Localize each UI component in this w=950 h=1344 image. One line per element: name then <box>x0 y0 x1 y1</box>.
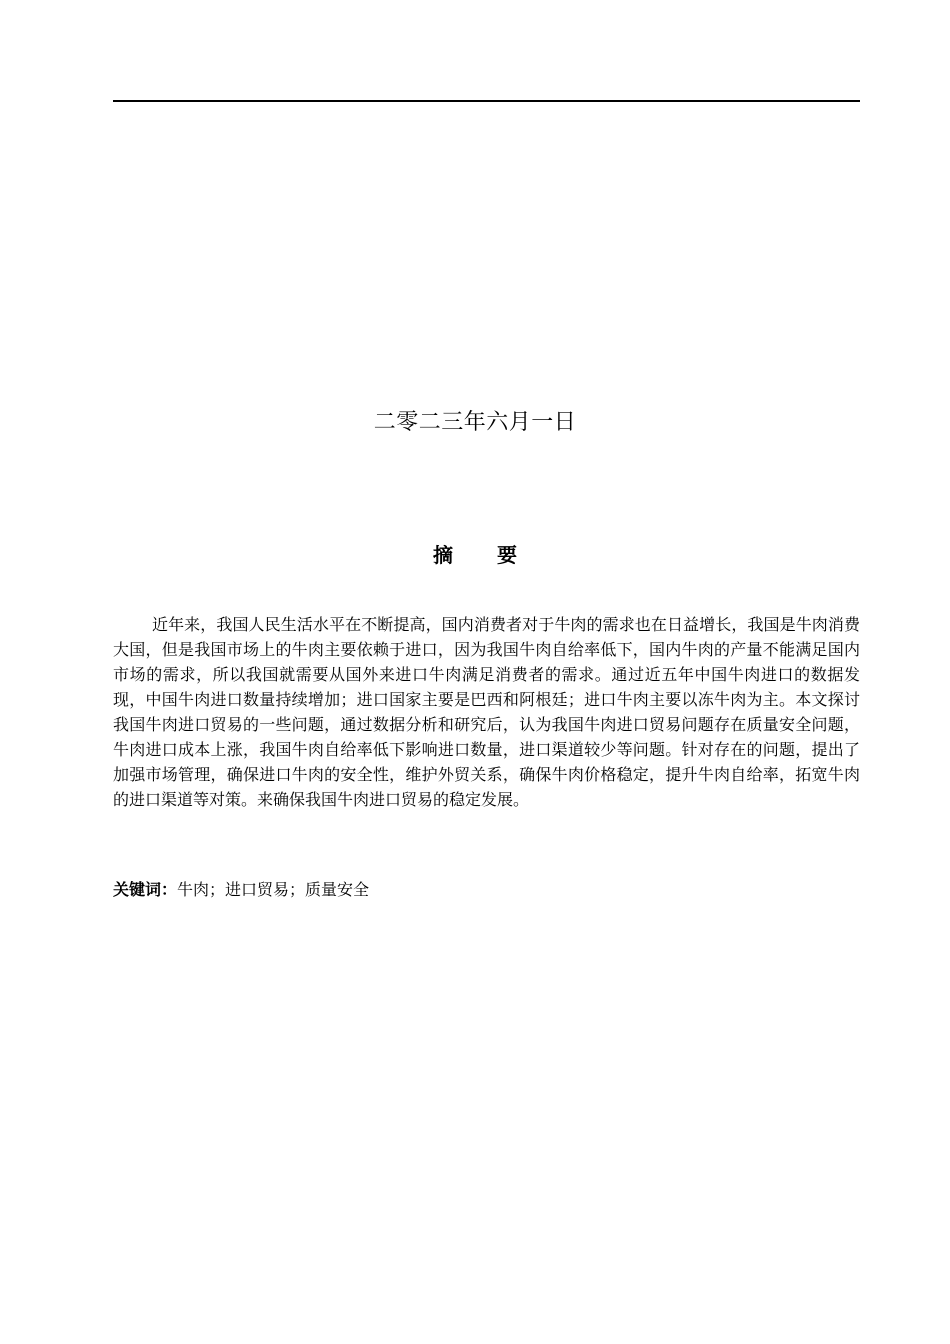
abstract-title-right: 要 <box>497 543 517 567</box>
abstract-title <box>0 541 950 569</box>
abstract-title-left: 摘 <box>433 543 453 567</box>
date-line: 二零二三年六月一日 <box>373 410 577 435</box>
abstract-body: 近年来，我国人民生活水平在不断提高，国内消费者对于牛肉的需求也在日益增长，我国是牛肉消费大国，但是我国市场上的牛肉主要依赖于进口，因为我国牛肉自给率低下，国内牛肉的产量不能满足国内市场的需求，所以我国就需要从国外来进口牛肉满足消费者的需求。通过近五年中国牛肉进口的数据发现，中国牛肉进口数量持续增加；进口国家主要是巴西和阿根廷；进口牛肉主要以冻牛肉为主。本文探讨我国牛肉进口贸易的一些问题，通过数据分析和研究后，认为我国牛肉进口贸易问题存在质量安全问题，牛肉进口成本上涨，我国牛肉自给率低下影响进口数量，进口渠道较少等问题。针对存在的问题，提出了加强市场管理，确保进口牛肉的安全性，维护外贸关系，确保牛肉价格稳定，提升牛肉自给率，拓宽牛肉的进口渠道等对策。来确保我国牛肉进口贸易的稳定发展。 <box>113 615 860 809</box>
keywords <box>113 877 860 902</box>
keywords-label: 关键词： <box>113 880 178 899</box>
keywords-value: 牛肉；进口贸易；质量安全 <box>177 880 370 899</box>
header-rule <box>113 100 860 102</box>
